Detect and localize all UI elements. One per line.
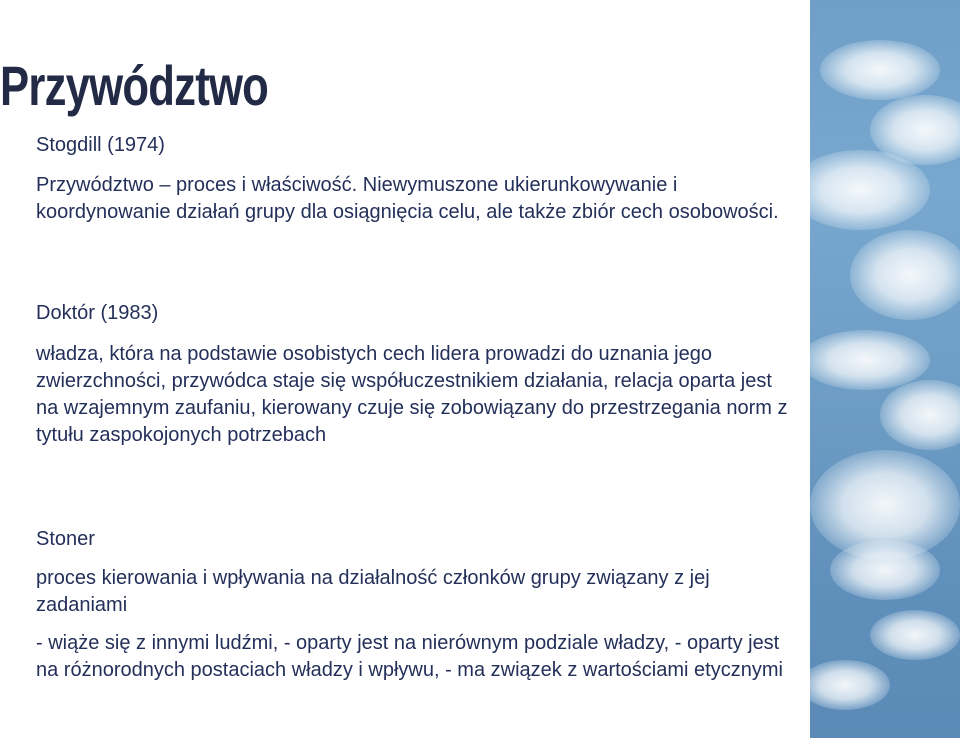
definition-stoner-features: - wiąże się z innymi ludźmi, - oparty jest na nierównym podziale władzy, - oparty jest na różnorodnych postaciach władzy i wpływu, - ma związek z wartościami etycznymi [36, 632, 783, 681]
cloud-shape [810, 330, 930, 390]
slide-title: Przywództwo [0, 54, 269, 117]
sky-sidebar-image [810, 0, 960, 738]
cloud-shape [850, 230, 960, 320]
definition-stogdill: Przywództwo – proces i właściwość. Niewymuszone ukierunkowywanie i koordynowanie działań grupy dla osiągnięcia celu, ale także zbiór cech osobowości. [36, 174, 779, 223]
cloud-shape [870, 610, 960, 660]
source-stogdill: Stogdill (1974) [36, 134, 165, 156]
cloud-shape [830, 540, 940, 600]
definition-stoner: proces kierowania i wpływania na działalność członków grupy związany z jej zadaniami [36, 567, 710, 616]
source-doktor: Doktór (1983) [36, 302, 159, 324]
cloud-shape [810, 660, 890, 710]
cloud-shape [880, 380, 960, 450]
cloud-shape [820, 40, 940, 100]
definition-doktor: władza, która na podstawie osobistych cech lidera prowadzi do uznania jego zwierzchności, przywódca staje się współuczestnikiem działania, relacja oparta jest na wzajemnym zaufaniu, kierowany czuje się zobowiązany do przestrzegania norm z tytułu zaspokojonych potrzebach [36, 343, 788, 446]
source-stoner: Stoner [36, 528, 95, 550]
